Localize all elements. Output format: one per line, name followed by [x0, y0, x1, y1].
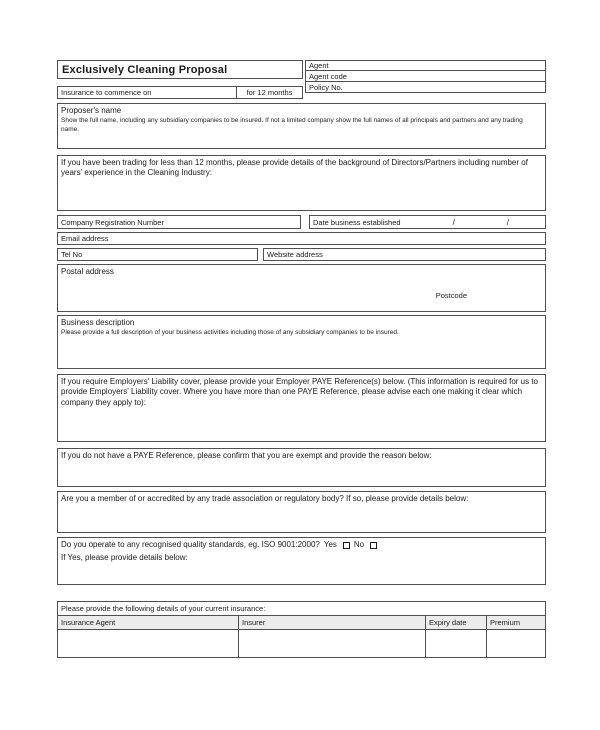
paye-exempt-section[interactable] [57, 448, 546, 487]
business-description-section[interactable] [57, 315, 546, 369]
header-left [57, 60, 303, 99]
date-established-field[interactable] [309, 215, 546, 229]
tel-field[interactable]: Tel No [57, 248, 258, 261]
current-insurance-table [57, 601, 546, 658]
proposer-name-note: Show the full name, including any subsidiary companies to be insured. If not a limited company show the full names of all principals and partners and any trading name. [61, 117, 523, 133]
postal-address-label: Postal address [61, 267, 114, 276]
agent-code-field[interactable]: Agent code [305, 71, 546, 82]
postcode-label: Postcode [435, 291, 467, 301]
trade-association-section[interactable] [57, 491, 546, 533]
commence-label: Insurance to commence on [61, 88, 152, 97]
expiry-date-cell[interactable] [425, 630, 486, 657]
insurer-cell[interactable] [238, 630, 425, 657]
quality-yes-checkbox[interactable] [343, 542, 350, 549]
column-header-expiry-date: Expiry date [425, 616, 486, 629]
agent-field[interactable]: Agent [305, 60, 546, 71]
quality-no-checkbox[interactable] [370, 542, 377, 549]
phone-web-row [57, 248, 546, 261]
company-registration-field[interactable]: Company Registration Number [57, 215, 301, 229]
paye-exempt-question: If you do not have a PAYE Reference, please confirm that you are exempt and provide the reason below: [61, 451, 432, 460]
paye-question: If you require Employers' Liability cover, please provide your Employer PAYE Reference(s) below. (This information is required for us to provide Employers' Liability cover. Where you have more than one PAYE Reference, please advise each one making it clear which company they apply to): [61, 377, 538, 407]
quality-followup: If Yes, please provide details below: [61, 553, 188, 563]
column-header-insurance-agent: Insurance Agent [61, 618, 116, 627]
website-field[interactable]: Website address [263, 248, 546, 261]
postal-address-section[interactable] [57, 264, 546, 312]
quality-yes-label: Yes [323, 540, 337, 549]
quality-no-label: No [353, 540, 365, 549]
duration-label: for 12 months [236, 87, 302, 98]
column-header-premium: Premium [486, 616, 545, 629]
insurance-intro: Please provide the following details of your current insurance: [58, 602, 545, 616]
form-header [57, 60, 546, 99]
paye-reference-section[interactable] [57, 374, 546, 442]
registration-row [57, 215, 546, 229]
insurance-entry-row [58, 630, 545, 657]
date-established-label: Date business established [313, 217, 401, 227]
form-body [57, 60, 546, 658]
proposer-name-section[interactable] [57, 103, 546, 149]
quality-standards-section[interactable] [57, 537, 546, 585]
email-field[interactable]: Email address [57, 232, 546, 245]
trade-association-question: Are you a member of or accredited by any trade association or regulatory body? If so, please provide details below: [61, 494, 469, 503]
trading-question: If you have been trading for less than 12 months, please provide details of the background of Directors/Partners including number of years' experience in the Cleaning Industry: [61, 158, 528, 178]
header-right [305, 60, 546, 93]
business-description-note: Please provide a full description of your business activities including those of any subsidiary companies to be insured. [61, 329, 399, 337]
page-title: Exclusively Cleaning Proposal [57, 60, 303, 79]
commence-row [57, 86, 303, 99]
trading-history-section[interactable] [57, 155, 546, 211]
date-separator-1: / [452, 217, 455, 227]
quality-question: Do you operate to any recognised quality standards, eg. ISO 9001:2000? [61, 540, 320, 549]
date-separator-2: / [506, 217, 510, 227]
insurance-header-row [58, 616, 545, 630]
proposer-name-label: Proposer's name [61, 106, 122, 115]
column-header-insurer: Insurer [238, 616, 425, 629]
insurance-agent-cell[interactable] [58, 630, 238, 657]
policy-no-field[interactable]: Policy No. [305, 82, 546, 93]
quality-question-line [61, 540, 542, 550]
business-description-label: Business description [61, 318, 135, 327]
premium-cell[interactable] [486, 630, 545, 657]
